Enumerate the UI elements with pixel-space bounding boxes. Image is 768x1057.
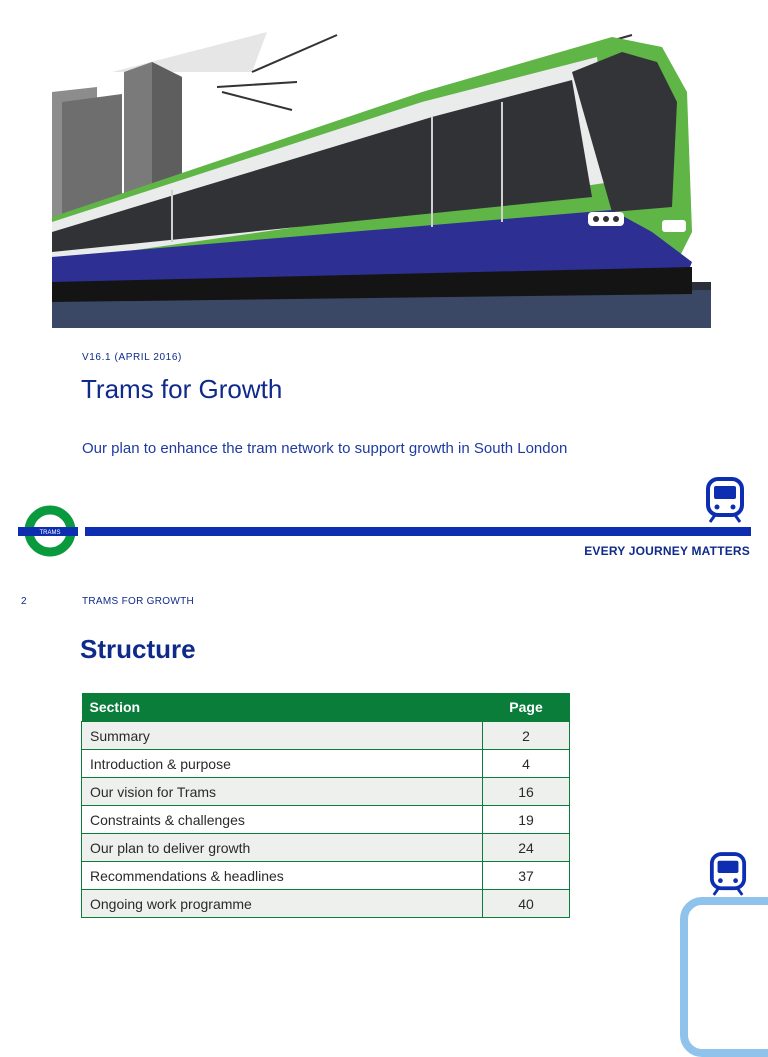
page-cell: 37 xyxy=(483,862,570,890)
section-cell: Recommendations & headlines xyxy=(82,862,483,890)
table-row xyxy=(82,862,570,890)
section-cell: Introduction & purpose xyxy=(82,750,483,778)
page-cell: 2 xyxy=(483,722,570,750)
column-header-page: Page xyxy=(483,693,570,722)
table-row xyxy=(82,890,570,918)
section-cell: Our vision for Trams xyxy=(82,778,483,806)
section-cell: Ongoing work programme xyxy=(82,890,483,918)
page-number: 2 xyxy=(21,596,27,607)
divider-rule xyxy=(85,527,751,536)
table-row xyxy=(82,834,570,862)
version-label: V16.1 (APRIL 2016) xyxy=(82,352,182,363)
section-heading: Structure xyxy=(80,634,196,664)
hero-tram-illustration xyxy=(52,32,711,328)
document-subtitle: Our plan to enhance the tram network to support growth in South London xyxy=(82,440,568,457)
section-cell: Constraints & challenges xyxy=(82,806,483,834)
table-row xyxy=(82,778,570,806)
roundel-text: TRAMS xyxy=(39,530,61,536)
structure-table xyxy=(81,693,570,918)
trams-roundel-logo xyxy=(23,504,77,558)
tram-front-icon xyxy=(705,477,745,523)
section-cell: Our plan to deliver growth xyxy=(82,834,483,862)
table-row xyxy=(82,806,570,834)
column-header-section: Section xyxy=(82,693,483,722)
page-cell: 16 xyxy=(483,778,570,806)
table-header-row xyxy=(82,693,570,722)
table-row xyxy=(82,722,570,750)
page-cell: 19 xyxy=(483,806,570,834)
tagline: EVERY JOURNEY MATTERS xyxy=(584,544,750,558)
page-cell: 4 xyxy=(483,750,570,778)
document-title: Trams for Growth xyxy=(81,374,283,404)
decorative-corner-frame xyxy=(680,897,768,1057)
page-cell: 24 xyxy=(483,834,570,862)
page-cell: 40 xyxy=(483,890,570,918)
section-cell: Summary xyxy=(82,722,483,750)
running-head: TRAMS FOR GROWTH xyxy=(82,596,195,607)
tram-front-icon xyxy=(709,851,747,897)
table-row xyxy=(82,750,570,778)
